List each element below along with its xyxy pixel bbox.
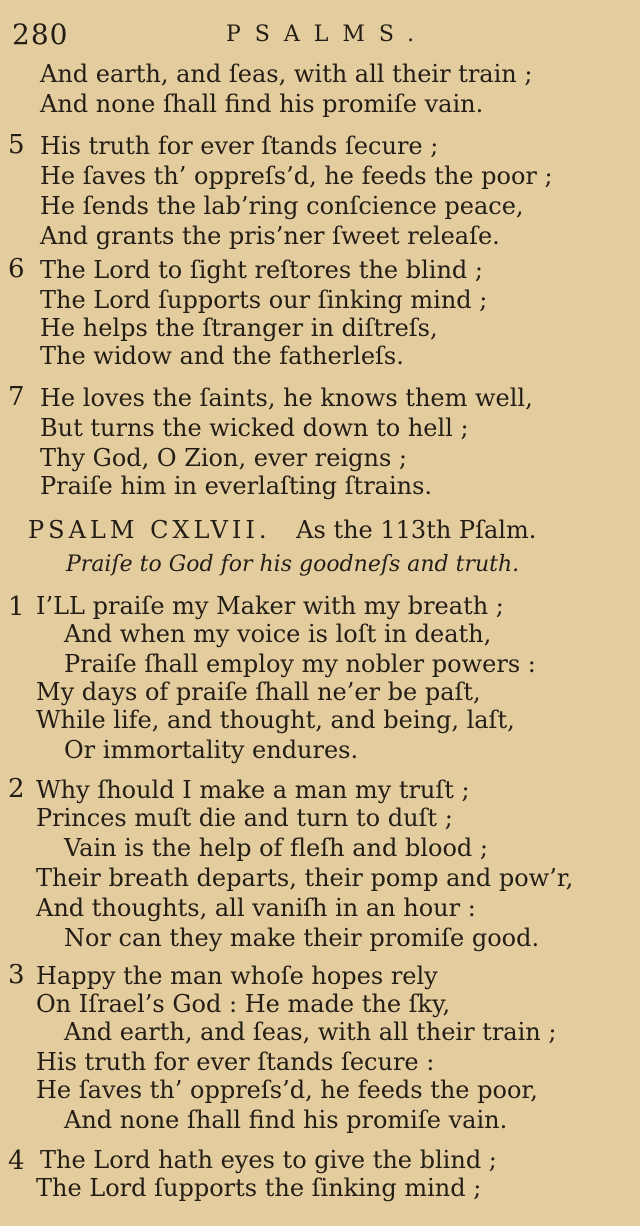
- text-line: He helps the ſtranger in diſtreſs,: [40, 314, 438, 342]
- text-line: Nor can they make their promiſe good.: [64, 924, 540, 952]
- text-line: Praiſe ſhall employ my nobler powers :: [64, 650, 536, 678]
- running-head: PSALMS.: [226, 22, 429, 47]
- text-line: And thoughts, all vaniſh in an hour :: [36, 894, 476, 922]
- stanza-number: 6: [8, 254, 25, 284]
- stanza-number: 7: [8, 382, 25, 412]
- text-line: Why ſhould I make a man my truſt ;: [36, 776, 470, 804]
- text-line: He ſaves th’ oppreſs’d, he feeds the poor ;: [40, 162, 553, 190]
- text-line: The Lord hath eyes to give the blind ;: [40, 1146, 497, 1174]
- psalm-tune: As the 113th Pſalm.: [296, 516, 537, 544]
- text-line: He ſaves th’ oppreſs’d, he feeds the poor,: [36, 1076, 538, 1104]
- text-line: Their breath departs, their pomp and pow’r,: [36, 864, 574, 892]
- text-line: And earth, and ſeas, with all their train ;: [64, 1018, 557, 1046]
- text-line: Princes muſt die and turn to duſt ;: [36, 804, 453, 832]
- text-line: And when my voice is loſt in death,: [64, 620, 492, 648]
- stanza-number: 4: [8, 1146, 25, 1176]
- text-line: The Lord ſupports our ſinking mind ;: [40, 286, 488, 314]
- psalm-subtitle: Praiſe to God for his goodneſs and truth.: [66, 552, 520, 577]
- stanza-number: 3: [8, 960, 25, 990]
- stanza-number: 1: [8, 592, 25, 622]
- text-line: His truth for ever ſtands ſecure :: [36, 1048, 435, 1076]
- page-number: 280: [12, 18, 69, 51]
- text-line: And none ſhall find his promiſe vain.: [40, 90, 484, 118]
- text-line: And none ſhall find his promiſe vain.: [64, 1106, 508, 1134]
- stanza-number: 5: [8, 130, 25, 160]
- text-line: And earth, and ſeas, with all their train ;: [40, 60, 533, 88]
- text-line: While life, and thought, and being, laſt,: [36, 706, 515, 734]
- stanza-number: 2: [8, 774, 25, 804]
- text-line: On Iſrael’s God : He made the ſky,: [36, 990, 451, 1018]
- text-line: Vain is the help of fleſh and blood ;: [64, 834, 488, 862]
- psalm-heading: [28, 516, 536, 544]
- text-line: The Lord ſupports the ſinking mind ;: [36, 1174, 482, 1202]
- text-line: Thy God, O Zion, ever reigns ;: [40, 444, 407, 472]
- text-line: My days of praiſe ſhall ne’er be paſt,: [36, 678, 481, 706]
- psalm-title: PSALM CXLVII.: [28, 516, 271, 544]
- text-line: But turns the wicked down to hell ;: [40, 414, 469, 442]
- text-line: The widow and the fatherleſs.: [40, 342, 404, 370]
- text-line: Praiſe him in everlaſting ſtrains.: [40, 472, 433, 500]
- text-line: And grants the pris’ner ſweet releaſe.: [40, 222, 500, 250]
- text-line: The Lord to ſight reſtores the blind ;: [40, 256, 483, 284]
- text-line: He ſends the lab’ring conſcience peace,: [40, 192, 524, 220]
- text-line: Happy the man whoſe hopes rely: [36, 962, 438, 990]
- text-line: I’LL praiſe my Maker with my breath ;: [36, 592, 504, 620]
- text-line: He loves the ſaints, he knows them well,: [40, 384, 533, 412]
- text-line: Or immortality endures.: [64, 736, 359, 764]
- text-line: His truth for ever ſtands ſecure ;: [40, 132, 439, 160]
